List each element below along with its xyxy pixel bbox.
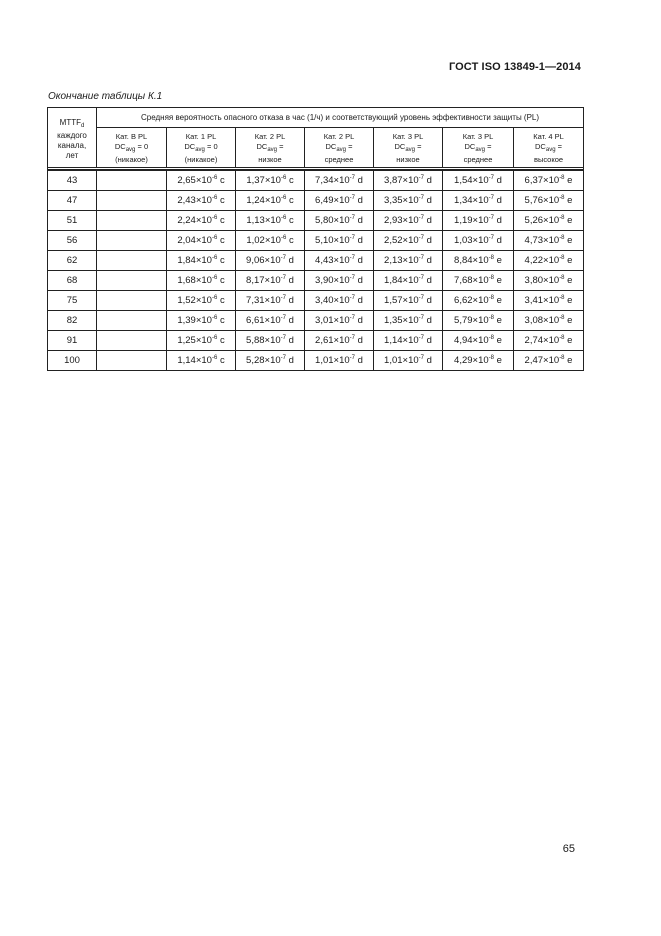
table-row	[48, 331, 584, 351]
mttf-value-cell: 62	[48, 251, 97, 271]
mttf-value-cell: 91	[48, 331, 97, 351]
category-column-header: Кат. В PL $DC_{avg} = 0$ (никакое)	[97, 128, 167, 168]
pfh-value-cell: $1,68\times 10^{-6}$ c	[167, 271, 236, 291]
pfh-value-cell: $2,65\times 10^{-6}$ c	[167, 170, 236, 191]
category-column-header: Кат. 2 PL $DC_{avg}$ = низкое	[236, 128, 305, 168]
table-row	[48, 351, 584, 371]
pfh-value-cell: $5,26\times 10^{-8}$ e	[514, 211, 584, 231]
pfh-value-cell: $6,61\times 10^{-7}$ d	[236, 311, 305, 331]
table-row	[48, 251, 584, 271]
pfh-value-cell: $5,10\times 10^{-7}$ d	[305, 231, 374, 251]
mttf-value-cell: 100	[48, 351, 97, 371]
empty-cell	[97, 170, 167, 191]
pfh-value-cell: $3,87\times 10^{-7}$ d	[374, 170, 443, 191]
pfh-value-cell: $3,41\times 10^{-8}$ e	[514, 291, 584, 311]
pfh-value-cell: $1,02\times 10^{-6}$ c	[236, 231, 305, 251]
pfh-value-cell: $2,47\times 10^{-8}$ e	[514, 351, 584, 371]
mttf-pfh-table	[47, 107, 584, 371]
pfh-value-cell: $6,49\times 10^{-7}$ d	[305, 191, 374, 211]
pfh-value-cell: $1,84\times 10^{-7}$ d	[374, 271, 443, 291]
empty-cell	[97, 291, 167, 311]
empty-cell	[97, 331, 167, 351]
pfh-value-cell: $1,39\times 10^{-6}$ c	[167, 311, 236, 331]
pfh-value-cell: $2,52\times 10^{-7}$ d	[374, 231, 443, 251]
pfh-value-cell: $1,52\times 10^{-6}$ c	[167, 291, 236, 311]
pfh-value-cell: $1,35\times 10^{-7}$ d	[374, 311, 443, 331]
pfh-value-cell: $6,62\times 10^{-8}$ e	[443, 291, 514, 311]
table-row	[48, 311, 584, 331]
pfh-value-cell: $3,80\times 10^{-8}$ e	[514, 271, 584, 291]
pfh-value-cell: $1,84\times 10^{-6}$ c	[167, 251, 236, 271]
pfh-group-header: Средняя вероятность опасного отказа в час (1/ч) и соответствующий уровень эффективности защиты (PL)	[97, 108, 584, 128]
pfh-value-cell: $9,06\times 10^{-7}$ d	[236, 251, 305, 271]
pfh-value-cell: $3,08\times 10^{-8}$ e	[514, 311, 584, 331]
page-number: 65	[562, 843, 575, 855]
pfh-value-cell: $6,37\times 10^{-8}$ e	[514, 170, 584, 191]
pfh-value-cell: $3,01\times 10^{-7}$ d	[305, 311, 374, 331]
pfh-value-cell: $8,84\times 10^{-8}$ e	[443, 251, 514, 271]
mttf-value-cell: 43	[48, 170, 97, 191]
pfh-value-cell: $3,40\times 10^{-7}$ d	[305, 291, 374, 311]
pfh-value-cell: $7,34\times 10^{-7}$ d	[305, 170, 374, 191]
pfh-value-cell: $1,03\times 10^{-7}$ d	[443, 231, 514, 251]
pfh-value-cell: $2,93\times 10^{-7}$ d	[374, 211, 443, 231]
mttf-value-cell: 47	[48, 191, 97, 211]
table-row	[48, 170, 584, 191]
pfh-value-cell: $1,57\times 10^{-7}$ d	[374, 291, 443, 311]
category-column-header: Кат. 3 PL $DC_{avg}$ = среднее	[443, 128, 514, 168]
table-caption: Окончание таблицы К.1	[48, 91, 163, 102]
table-row	[48, 211, 584, 231]
pfh-value-cell: $2,43\times 10^{-6}$ c	[167, 191, 236, 211]
pfh-value-cell: $5,28\times 10^{-7}$ d	[236, 351, 305, 371]
pfh-value-cell: $8,17\times 10^{-7}$ d	[236, 271, 305, 291]
mttf-value-cell: 51	[48, 211, 97, 231]
pfh-value-cell: $1,01\times 10^{-7}$ d	[305, 351, 374, 371]
pfh-value-cell: $3,90\times 10^{-7}$ d	[305, 271, 374, 291]
table-row	[48, 271, 584, 291]
pfh-value-cell: $1,01\times 10^{-7}$ d	[374, 351, 443, 371]
pfh-value-cell: $4,29\times 10^{-8}$ e	[443, 351, 514, 371]
pfh-value-cell: $1,25\times 10^{-6}$ c	[167, 331, 236, 351]
pfh-value-cell: $1,14\times 10^{-7}$ d	[374, 331, 443, 351]
table-row	[48, 191, 584, 211]
mttf-column-header: $MTTF_d$ каждого канала, лет	[48, 108, 97, 168]
pfh-value-cell: $1,13\times 10^{-6}$ c	[236, 211, 305, 231]
pfh-value-cell: $1,54\times 10^{-7}$ d	[443, 170, 514, 191]
empty-cell	[97, 251, 167, 271]
pfh-value-cell: $1,19\times 10^{-7}$ d	[443, 211, 514, 231]
pfh-value-cell: $5,88\times 10^{-7}$ d	[236, 331, 305, 351]
pfh-value-cell: $1,34\times 10^{-7}$ d	[443, 191, 514, 211]
pfh-value-cell: $2,04\times 10^{-6}$ c	[167, 231, 236, 251]
empty-cell	[97, 271, 167, 291]
pfh-value-cell: $2,24\times 10^{-6}$ c	[167, 211, 236, 231]
pfh-value-cell: $1,24\times 10^{-6}$ c	[236, 191, 305, 211]
pfh-value-cell: $7,68\times 10^{-8}$ e	[443, 271, 514, 291]
mttf-value-cell: 68	[48, 271, 97, 291]
empty-cell	[97, 231, 167, 251]
pfh-value-cell: $4,94\times 10^{-8}$ e	[443, 331, 514, 351]
table-row	[48, 231, 584, 251]
empty-cell	[97, 311, 167, 331]
empty-cell	[97, 351, 167, 371]
pfh-value-cell: $1,37\times 10^{-6}$ c	[236, 170, 305, 191]
category-column-header: Кат. 2 PL $DC_{avg}$ = среднее	[305, 128, 374, 168]
pfh-value-cell: $3,35\times 10^{-7}$ d	[374, 191, 443, 211]
empty-cell	[97, 211, 167, 231]
pfh-value-cell: $2,13\times 10^{-7}$ d	[374, 251, 443, 271]
pfh-value-cell: $2,61\times 10^{-7}$ d	[305, 331, 374, 351]
pfh-value-cell: $5,79\times 10^{-8}$ e	[443, 311, 514, 331]
pfh-value-cell: $7,31\times 10^{-7}$ d	[236, 291, 305, 311]
category-column-header: Кат. 1 PL $DC_{avg} = 0$ (никакое)	[167, 128, 236, 168]
category-column-header: Кат. 4 PL $DC_{avg}$ = высокое	[514, 128, 584, 168]
pfh-value-cell: $4,73\times 10^{-8}$ e	[514, 231, 584, 251]
empty-cell	[97, 191, 167, 211]
mttf-value-cell: 82	[48, 311, 97, 331]
pfh-value-cell: $5,80\times 10^{-7}$ d	[305, 211, 374, 231]
document-header: ГОСТ ISO 13849-1—2014	[448, 61, 581, 73]
table-row	[48, 291, 584, 311]
pfh-value-cell: $2,74\times 10^{-8}$ e	[514, 331, 584, 351]
mttf-value-cell: 75	[48, 291, 97, 311]
pfh-value-cell: $4,43\times 10^{-7}$ d	[305, 251, 374, 271]
pfh-value-cell: $1,14\times 10^{-6}$ c	[167, 351, 236, 371]
category-column-header: Кат. 3 PL $DC_{avg}$ = низкое	[374, 128, 443, 168]
mttf-value-cell: 56	[48, 231, 97, 251]
pfh-value-cell: $5,76\times 10^{-8}$ e	[514, 191, 584, 211]
pfh-value-cell: $4,22\times 10^{-8}$ e	[514, 251, 584, 271]
